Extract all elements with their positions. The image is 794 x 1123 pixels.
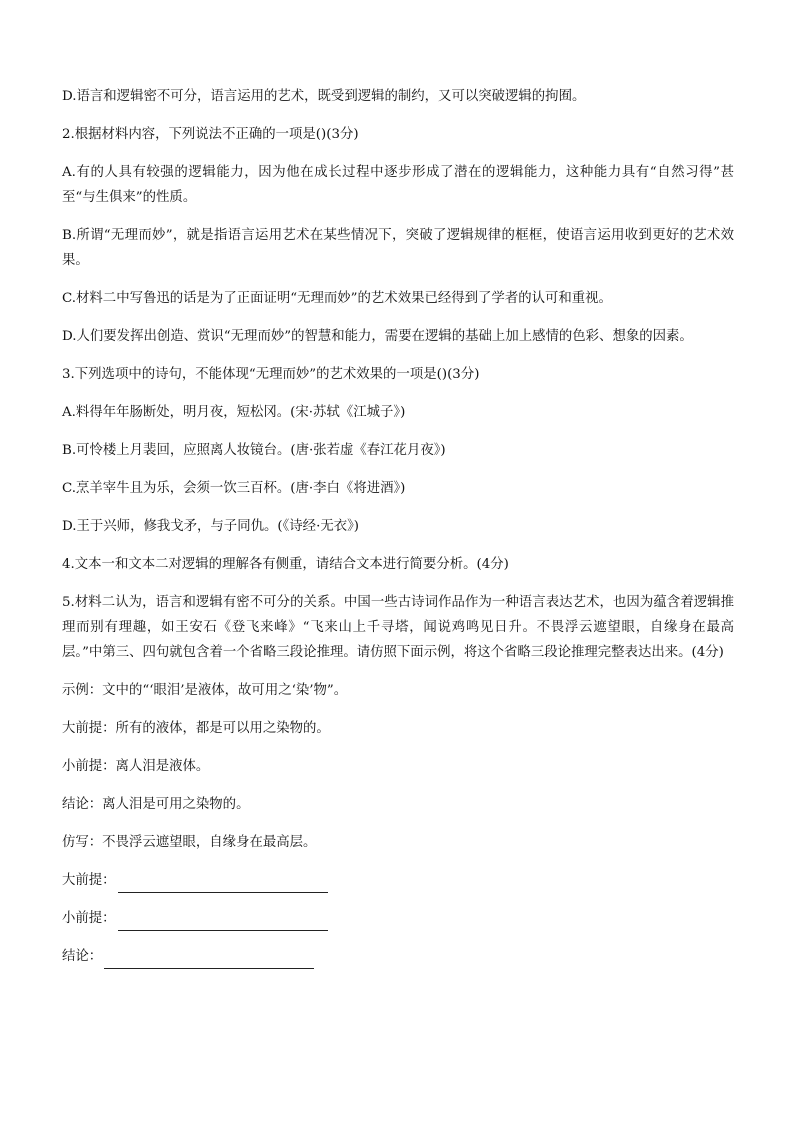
q3-option-b: B.可怜楼上月裴回，应照离人妆镜台。(唐·张若虚《春江花月夜》) <box>62 443 446 458</box>
question-2: 2.根据材料内容，下列说法不正确的一项是()(3分) <box>62 127 359 142</box>
q3-option-d: D.王于兴师，修我戈矛，与子同仇。(《诗经·无衣》) <box>62 519 360 534</box>
q2-option-b: B.所谓“无理而妙”，就是指语言运用艺术在某些情况下，突破了逻辑规律的框框，使语言运用收到更好的艺术效果。 <box>62 228 734 268</box>
q2-option-c: C.材料二中写鲁迅的话是为了正面证明“无理而妙”的艺术效果已经得到了学者的认可和重视。 <box>62 291 612 306</box>
q2-option-a: A.有的人具有较强的逻辑能力，因为他在成长过程中逐步形成了潜在的逻辑能力，这种能力具有“自然习得”甚至“与生俱来”的性质。 <box>62 165 734 205</box>
major-premise-label: 大前提： <box>62 873 116 888</box>
document-page <box>62 84 734 982</box>
question-5: 5.材料二认为，语言和逻辑有密不可分的关系。中国一些古诗词作品作为一种语言表达艺术，也因为蕴含着逻辑推理而别有理趣，如王安石《登飞来峰》“飞来山上千寻塔，闻说鸡鸣见日升。不畏浮云遮望眼，自缘身在最高层。”中第三、四句就包含着一个省略三段论推理。请仿照下面示例，将这个省略三段论推理完整表达出来。(4分) <box>62 595 734 660</box>
example-intro: 示例：文中的“‘眼泪’是液体，故可用之‘染’物”。 <box>62 683 348 698</box>
minor-premise-label: 小前提： <box>62 911 116 926</box>
q2-option-d: D.人们要发挥出创造、赏识“无理而妙”的智慧和能力，需要在逻辑的基础上加上感情的色彩、想象的因素。 <box>62 329 693 344</box>
major-premise-blank[interactable] <box>118 878 328 893</box>
example-minor-premise: 小前提：离人泪是液体。 <box>62 759 210 774</box>
conclusion-blank[interactable] <box>104 954 314 969</box>
option-d-q1: D.语言和逻辑密不可分，语言运用的艺术，既受到逻辑的制约，又可以突破逻辑的拘囿。 <box>62 89 586 104</box>
minor-premise-blank[interactable] <box>118 916 328 931</box>
imitation-prompt: 仿写：不畏浮云遮望眼，自缘身在最高层。 <box>62 835 317 850</box>
q3-option-c: C.烹羊宰牛且为乐，会须一饮三百杯。(唐·李白《将进酒》) <box>62 481 406 496</box>
major-premise-row <box>62 868 734 893</box>
question-3: 3.下列选项中的诗句，不能体现“无理而妙”的艺术效果的一项是()(3分) <box>62 367 480 382</box>
q3-option-a: A.料得年年肠断处，明月夜，短松冈。(宋·苏轼《江城子》) <box>62 405 406 420</box>
example-conclusion: 结论：离人泪是可用之染物的。 <box>62 797 250 812</box>
question-4: 4.文本一和文本二对逻辑的理解各有侧重，请结合文本进行简要分析。(4分) <box>62 557 509 572</box>
minor-premise-row <box>62 906 734 931</box>
conclusion-row <box>62 944 734 969</box>
example-major-premise: 大前提：所有的液体，都是可以用之染物的。 <box>62 721 330 736</box>
conclusion-label: 结论： <box>62 949 103 964</box>
